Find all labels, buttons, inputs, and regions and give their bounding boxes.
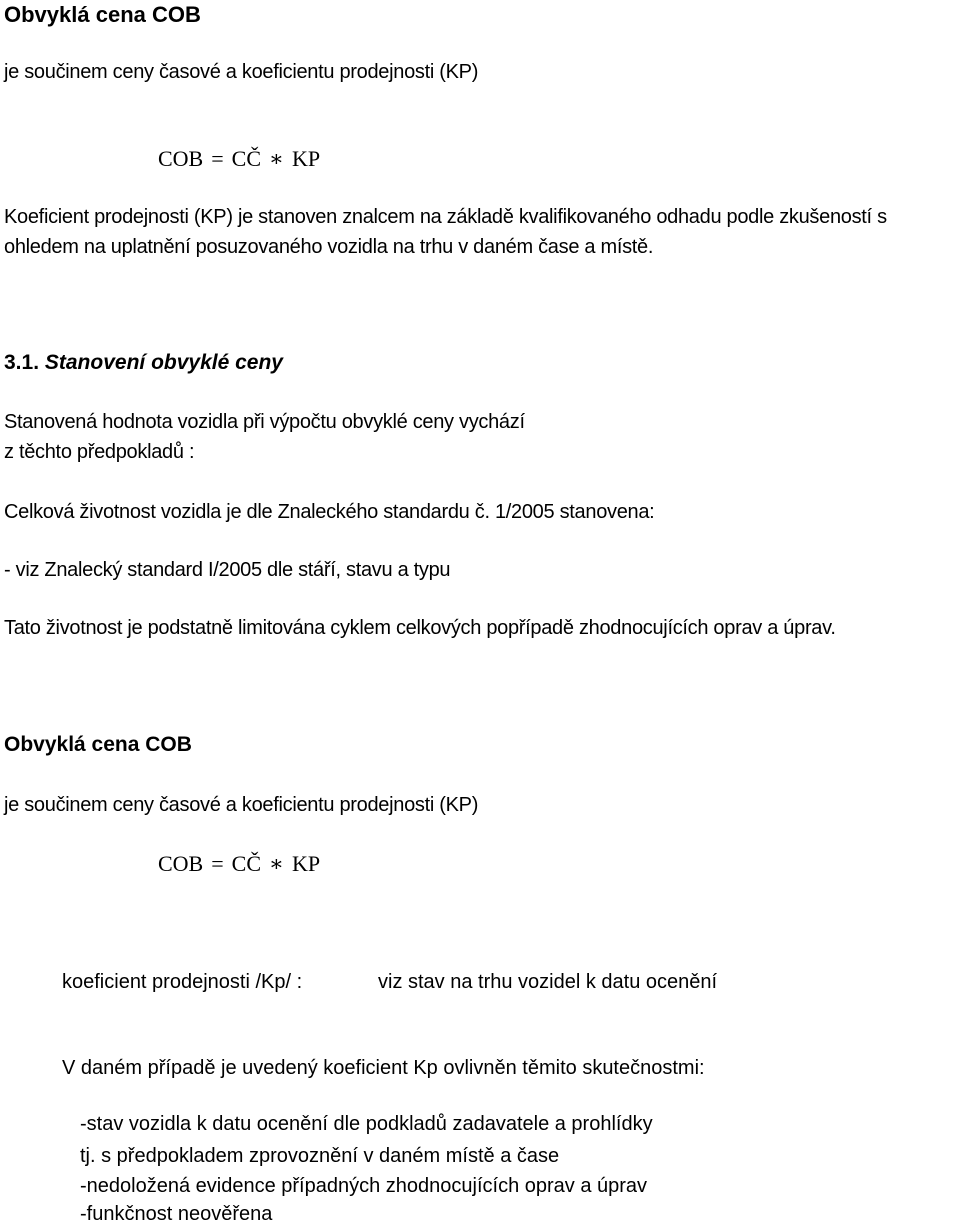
formula-mid: CČ	[231, 851, 262, 876]
paragraph-line-2: ohledem na uplatnění posuzovaného vozidla na trhu v daném čase a místě.	[4, 236, 654, 258]
intro-text: je součinem ceny časové a koeficientu prodejnosti (KP)	[4, 61, 479, 83]
lifetime-text: Celková životnost vozidla je dle Znaleckého standardu č. 1/2005 stanovena:	[4, 501, 655, 523]
formula	[158, 146, 320, 172]
formula-lhs: COB	[158, 851, 204, 876]
section-heading	[4, 350, 283, 376]
kp-label: koeficient prodejnosti /Kp/ :	[62, 971, 303, 993]
list-item: -funkčnost neověřena	[80, 1203, 273, 1225]
list-item: -nedoložená evidence případných zhodnocujících oprav a úprav	[80, 1175, 648, 1197]
standard-text: - viz Znalecký standard I/2005 dle stáří, stavu a typu	[4, 559, 451, 581]
list-item: -stav vozidla k datu ocenění dle podkladů zadavatele a prohlídky	[80, 1113, 653, 1135]
section-line-1: Stanovená hodnota vozidla při výpočtu obvyklé ceny vychází	[4, 411, 525, 433]
formula-equals: =	[211, 146, 224, 171]
formula-multiply: ∗	[269, 851, 284, 876]
section-title: Stanovení obvyklé ceny	[44, 351, 283, 374]
formula-rhs: KP	[291, 146, 321, 171]
formula-multiply: ∗	[269, 146, 284, 171]
formula-2	[158, 851, 320, 877]
list-item: tj. s předpokladem zprovoznění v daném místě a čase	[80, 1145, 560, 1167]
heading-obvykla-cena-2: Obvyklá cena COB	[4, 733, 192, 756]
formula-lhs: COB	[158, 146, 204, 171]
kp-value: viz stav na trhu vozidel k datu ocenění	[378, 971, 718, 993]
section-line-2: z těchto předpokladů :	[4, 441, 195, 463]
section-number: 3.1.	[4, 351, 40, 374]
intro-text-2: je součinem ceny časové a koeficientu prodejnosti (KP)	[4, 794, 479, 816]
heading-obvykla-cena: Obvyklá cena COB	[4, 2, 201, 27]
limitation-text: Tato životnost je podstatně limitována cyklem celkových popřípadě zhodnocujících oprav a úprav.	[4, 617, 836, 639]
paragraph-line-1: Koeficient prodejnosti (KP) je stanoven znalcem na základě kvalifikovaného odhadu podle zkušeností s	[4, 206, 887, 228]
formula-equals: =	[211, 851, 224, 876]
formula-mid: CČ	[231, 146, 262, 171]
formula-rhs: KP	[291, 851, 321, 876]
influence-text: V daném případě je uvedený koeficient Kp ovlivněn těmito skutečnostmi:	[62, 1057, 705, 1079]
